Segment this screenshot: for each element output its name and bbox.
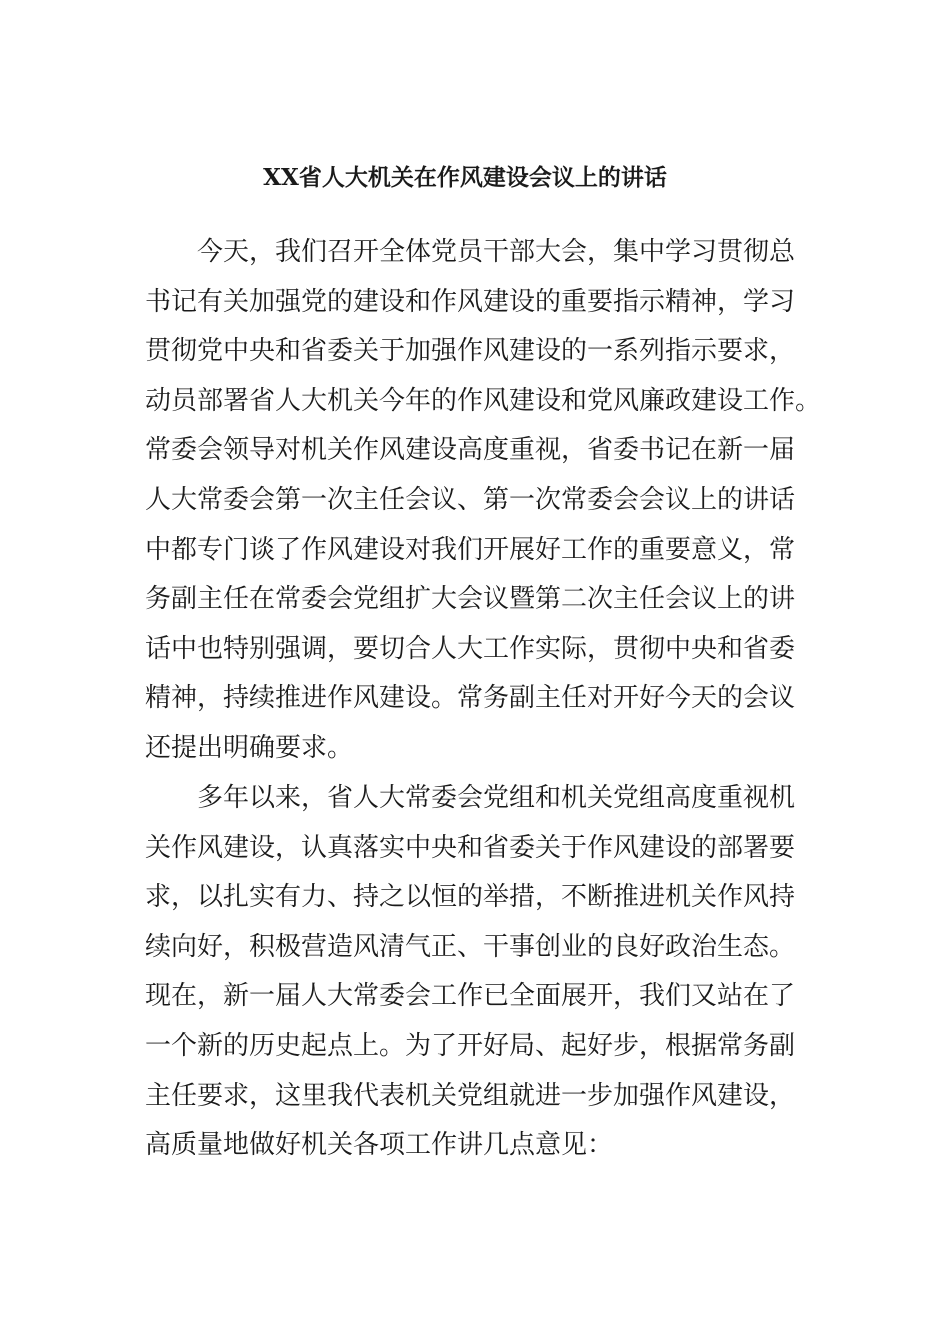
paragraph-line: 话中也特别强调，要切合人大工作实际，贯彻中央和省委: [145, 633, 796, 664]
paragraph-line: 主任要求，这里我代表机关党组就进一步加强作风建设，: [145, 1080, 796, 1111]
paragraph-line: 现在，新一届人大常委会工作已全面展开，我们又站在了: [145, 981, 796, 1012]
paragraph-line: 贯彻党中央和省委关于加强作风建设的一系列指示要求，: [145, 336, 796, 367]
paragraph: [145, 228, 822, 774]
paragraph-line: 一个新的历史起点上。为了开好局、起好步，根据常务副: [145, 1030, 796, 1061]
paragraph-line: 求，以扎实有力、持之以恒的举措，不断推进机关作风持: [145, 882, 796, 913]
document-title: XX省人大机关在作风建设会议上的讲话: [263, 164, 667, 191]
paragraph-line: 务副主任在常委会党组扩大会议暨第二次主任会议上的讲: [145, 584, 796, 615]
paragraph-line: 高质量地做好机关各项工作讲几点意见：: [145, 1130, 614, 1161]
paragraph-line: 续向好，积极营造风清气正、干事创业的良好政治生态。: [145, 931, 796, 962]
paragraph-line: 书记有关加强党的建设和作风建设的重要指示精神，学习: [145, 286, 796, 317]
paragraph-line: 中都专门谈了作风建设对我们开展好工作的重要意义，常: [145, 534, 796, 565]
paragraph: [145, 774, 796, 1171]
paragraph-line: 精神，持续推进作风建设。常务副主任对开好今天的会议: [145, 683, 796, 714]
paragraph-line: 还提出明确要求。: [145, 732, 354, 763]
paragraph-line: 人大常委会第一次主任会议、第一次常委会会议上的讲话: [145, 484, 796, 515]
paragraph-line: 常委会领导对机关作风建设高度重视，省委书记在新一届: [145, 435, 796, 466]
paragraph-line: 多年以来，省人大常委会党组和机关党组高度重视机: [197, 783, 796, 813]
paragraph-line: 动员部署省人大机关今年的作风建设和党风廉政建设工作。: [145, 385, 822, 416]
paragraph-line: 今天，我们召开全体党员干部大会，集中学习贯彻总: [197, 237, 796, 267]
paragraph-line: 关作风建设，认真落实中央和省委关于作风建设的部署要: [145, 832, 796, 863]
